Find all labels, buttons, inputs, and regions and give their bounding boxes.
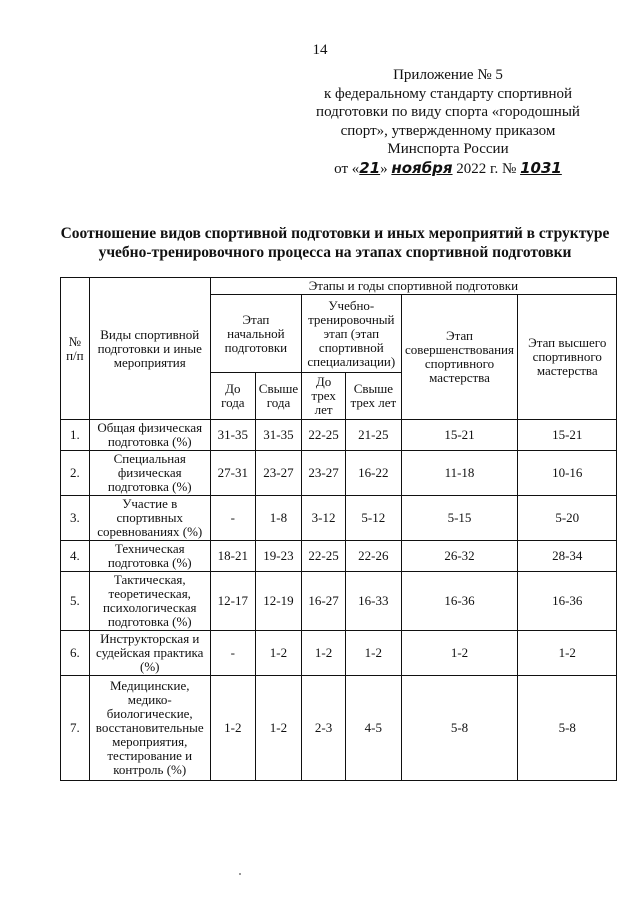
header-stages-years: Этапы и годы спортивной подготовки [210, 278, 616, 295]
row-name: Техническая подготовка (%) [89, 541, 210, 572]
handwritten-month: ноября [391, 158, 453, 177]
cell: 16-27 [302, 572, 346, 631]
header-training-upto: До трех лет [302, 373, 346, 420]
cell: 19-23 [255, 541, 301, 572]
row-num: 7. [61, 676, 90, 781]
header-perfection-stage: Этап совершенствования спортивного мастерства [401, 295, 518, 420]
handwritten-day: 21 [359, 158, 381, 177]
row-name: Инструкторская и судейская практика (%) [89, 631, 210, 676]
cell: 10-16 [518, 451, 617, 496]
document-title: Соотношение видов спортивной подготовки и иных мероприятий в структуре учебно-тренировочного процесса на этапах спортивной подготовки [60, 225, 610, 261]
scan-mark [239, 873, 241, 875]
row-name: Тактическая, теоретическая, психологическая подготовка (%) [89, 572, 210, 631]
cell: 1-2 [302, 631, 346, 676]
cell: 12-19 [255, 572, 301, 631]
header-initial-stage: Этап начальной подготовки [210, 295, 301, 373]
table-row [61, 572, 617, 631]
cell: 27-31 [210, 451, 255, 496]
cell: 1-8 [255, 496, 301, 541]
cell: 31-35 [255, 420, 301, 451]
cell: 23-27 [255, 451, 301, 496]
header-highest-stage: Этап высшего спортивного мастерства [518, 295, 617, 420]
cell: - [210, 631, 255, 676]
table-row [61, 496, 617, 541]
cell: 16-33 [346, 572, 401, 631]
row-name: Общая физическая подготовка (%) [89, 420, 210, 451]
cell: 26-32 [401, 541, 518, 572]
cell: 1-2 [255, 676, 301, 781]
row-num: 6. [61, 631, 90, 676]
header-initial-over: Свыше года [255, 373, 301, 420]
cell: 4-5 [346, 676, 401, 781]
cell: 23-27 [302, 451, 346, 496]
cell: 15-21 [401, 420, 518, 451]
cell: 16-36 [518, 572, 617, 631]
cell: - [210, 496, 255, 541]
row-num: 5. [61, 572, 90, 631]
row-num: 3. [61, 496, 90, 541]
cell: 5-8 [518, 676, 617, 781]
header-initial-upto: До года [210, 373, 255, 420]
date-mid: » [380, 160, 388, 177]
cell: 16-36 [401, 572, 518, 631]
appendix-line: Минспорта России [387, 141, 509, 157]
page-number: 14 [312, 42, 328, 58]
cell: 12-17 [210, 572, 255, 631]
cell: 21-25 [346, 420, 401, 451]
appendix-line: подготовки по виду спорта «городошный [316, 104, 580, 120]
year-text: 2022 г. № [456, 160, 517, 177]
date-prefix: от « [334, 160, 360, 177]
order-date-line [303, 159, 593, 179]
appendix-line: спорт», утвержденному приказом [340, 122, 556, 139]
cell: 5-15 [401, 496, 518, 541]
cell: 15-21 [518, 420, 617, 451]
handwritten-order-number: 1031 [520, 158, 562, 177]
cell: 1-2 [518, 631, 617, 676]
cell: 3-12 [302, 496, 346, 541]
cell: 1-2 [401, 631, 518, 676]
cell: 5-8 [401, 676, 518, 781]
header-num: № п/п [61, 278, 90, 420]
header-training-over: Свыше трех лет [346, 373, 401, 420]
cell: 18-21 [210, 541, 255, 572]
cell: 22-26 [346, 541, 401, 572]
cell: 16-22 [346, 451, 401, 496]
table-row [61, 451, 617, 496]
cell: 1-2 [255, 631, 301, 676]
cell: 22-25 [302, 420, 346, 451]
cell: 31-35 [210, 420, 255, 451]
table-row [61, 420, 617, 451]
row-name: Специальная физическая подготовка (%) [89, 451, 210, 496]
cell: 28-34 [518, 541, 617, 572]
header-kind: Виды спортивной подготовки и иные мероприятия [89, 278, 210, 420]
appendix-line: к федеральному стандарту спортивной [323, 85, 573, 102]
row-name: Медицинские, медико-биологические, восстановительные мероприятия, тестирование и контроль (%) [89, 676, 210, 781]
table-row [61, 676, 617, 781]
cell: 2-3 [302, 676, 346, 781]
cell: 5-12 [346, 496, 401, 541]
table-row [61, 541, 617, 572]
appendix-line: Приложение № 5 [393, 67, 503, 83]
appendix-block [303, 66, 593, 178]
header-training-stage: Учебно-тренировочный этап (этап спортивной специализации) [302, 295, 402, 373]
row-num: 4. [61, 541, 90, 572]
cell: 22-25 [302, 541, 346, 572]
cell: 5-20 [518, 496, 617, 541]
training-ratio-table [60, 277, 617, 781]
row-num: 1. [61, 420, 90, 451]
row-name: Участие в спортивных соревнованиях (%) [89, 496, 210, 541]
row-num: 2. [61, 451, 90, 496]
cell: 11-18 [401, 451, 518, 496]
cell: 1-2 [210, 676, 255, 781]
cell: 1-2 [346, 631, 401, 676]
table-row [61, 631, 617, 676]
